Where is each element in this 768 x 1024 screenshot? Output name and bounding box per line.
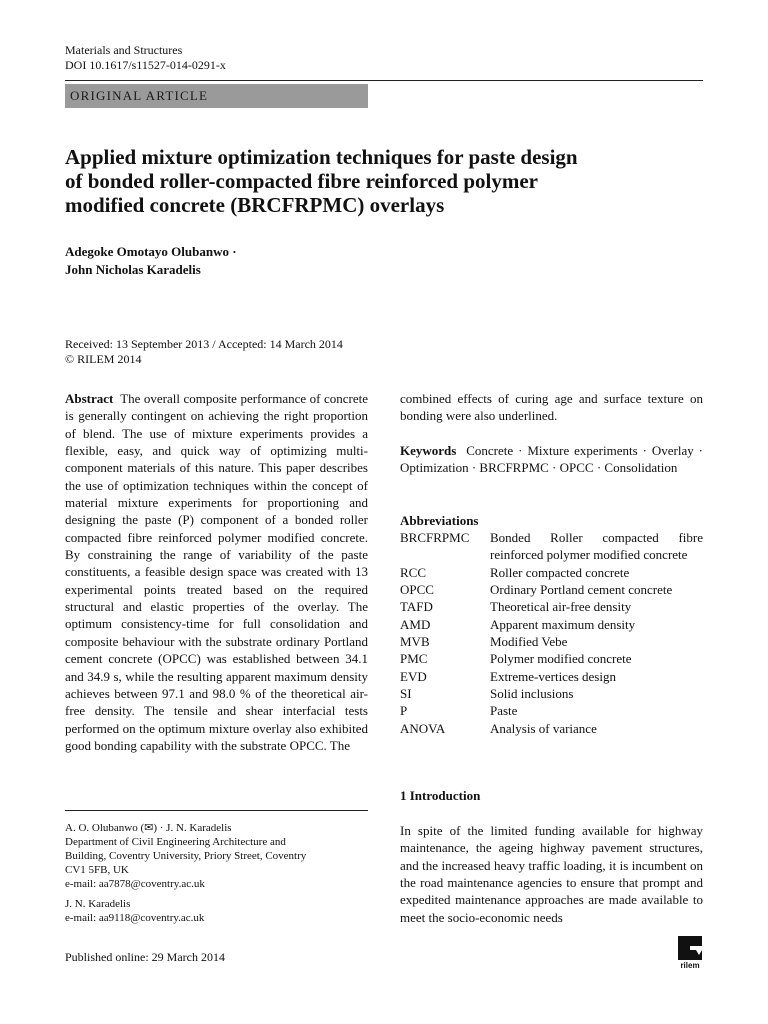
title-line: Applied mixture optimization techniques for paste design	[65, 145, 578, 169]
journal-header	[65, 43, 226, 73]
abbreviation-row	[400, 581, 703, 598]
abbreviation-row	[400, 668, 703, 685]
abbreviation-definition: Extreme-vertices design	[490, 668, 616, 684]
affiliation-name-2: J. N. Karadelis	[65, 898, 131, 910]
abbreviation-definition: Ordinary Portland cement concrete	[490, 582, 673, 598]
abbreviation-row	[400, 685, 703, 702]
abbreviation-term: MVB	[400, 634, 430, 650]
abbreviations-list	[400, 529, 703, 737]
abbreviation-definition: Roller compacted concrete	[490, 564, 630, 580]
received-accepted: Received: 13 September 2013 / Accepted: 14 March 2014	[65, 337, 343, 351]
abbreviation-definition: Analysis of variance	[490, 720, 597, 736]
abbreviation-term: RCC	[400, 564, 427, 580]
abbreviation-row	[400, 702, 703, 719]
abbreviation-row	[400, 633, 703, 650]
abstract-label: Abstract	[65, 391, 114, 406]
affiliation-address: Building, Coventry University, Priory Street, Coventry	[65, 850, 307, 862]
paper-title	[65, 145, 685, 217]
abstract-text: The overall composite performance of concrete is generally contingent on achieving the right proportion of blend. The use of mixture experiments provides a flexible, easy, and quick way of optimizing multi-component materials of this nature. This paper describes the use of optimization techniques within the concept of material mixture experiments for proportioning and designing the paste (P) component of a bonded roller compacted fibre reinforced polymer modified concrete. By constraining the range of variability of the paste constituents, a feasible design space was created with 13 experimental points treated based on the required structural and elastic properties of the overlay. The optimum consistency-time for full consolidation and composite behaviour with the substrate ordinary Portland cement concrete (OPCC) was established between 34.1 and 34.9 s, while the resulting apparent maximum density achieves between 97.1 and 98.0 % of the theoretical air-free density. The tensile and shear interfacial tests performed on the optimum mixture overlay also exhibited good bonding capability with the substrate OPCC. The	[65, 391, 368, 753]
abbreviation-row	[400, 564, 703, 581]
abbreviation-term: SI	[400, 686, 412, 702]
abbreviation-definition: Apparent maximum density	[490, 616, 636, 632]
abbreviation-definition: Polymer modified concrete	[490, 651, 632, 667]
doi: DOI 10.1617/s11527-014-0291-x	[65, 58, 226, 72]
rilem-logo	[676, 936, 704, 970]
affiliation-department: Department of Civil Engineering Architecture and	[65, 836, 286, 848]
abbreviations-heading: Abbreviations	[400, 513, 479, 528]
affiliation-postcode: CV1 5FB, UK	[65, 864, 129, 876]
abstract-continuation: combined effects of curing age and surface texture on bonding were also underlined.	[400, 391, 703, 424]
abbreviation-definition: Modified Vebe	[490, 634, 568, 650]
affiliation-authors: A. O. Olubanwo (✉) · J. N. Karadelis	[65, 822, 232, 834]
abbreviation-row	[400, 650, 703, 667]
title-line: of bonded roller-compacted fibre reinforced polymer	[65, 169, 539, 193]
abbreviation-term: BRCFRPMC	[400, 530, 470, 545]
abbreviation-definition: Solid inclusions	[490, 686, 574, 702]
authors	[65, 243, 237, 279]
affiliation-email-2[interactable]: e-mail: aa9118@coventry.ac.uk	[65, 912, 205, 924]
abbreviation-term: TAFD	[400, 599, 433, 615]
abbreviation-term: OPCC	[400, 582, 434, 598]
header-rule	[65, 80, 703, 81]
keywords-label: Keywords	[400, 443, 457, 458]
abbreviation-definition: Theoretical air-free density	[490, 599, 632, 615]
copyright: © RILEM 2014	[65, 352, 142, 366]
abbreviation-term: ANOVA	[400, 720, 446, 736]
abstract	[65, 390, 368, 754]
abbreviation-row	[400, 529, 703, 564]
abbreviation-term: EVD	[400, 668, 427, 684]
abbreviation-term: AMD	[400, 616, 431, 632]
article-type-banner: ORIGINAL ARTICLE	[65, 84, 368, 108]
abbreviation-row	[400, 616, 703, 633]
abbreviation-term: PMC	[400, 651, 428, 667]
published-online: Published online: 29 March 2014	[65, 950, 225, 964]
introduction-text: In spite of the limited funding available for highway maintenance, the ageing highway pavement structures, and the increased heavy traffic loading, it is incumbent on the road maintenance agencies to ensure that prompt and expedited maintenance approaches are made available to meet the socio-economic needs	[400, 823, 703, 925]
author-2: John Nicholas Karadelis	[65, 262, 201, 277]
journal-name: Materials and Structures	[65, 43, 183, 57]
keywords	[400, 442, 703, 477]
abbreviation-definition: Bonded Roller compacted fibre reinforced polymer modified concrete	[490, 530, 703, 563]
abbreviations	[400, 512, 703, 737]
introduction-heading: 1 Introduction	[400, 788, 481, 803]
affiliation-email-1[interactable]: e-mail: aa7878@coventry.ac.uk	[65, 878, 205, 890]
abbreviation-definition: Paste	[490, 703, 518, 719]
abbreviation-term: P	[400, 703, 408, 719]
dates	[65, 337, 343, 367]
footnote-rule	[65, 810, 368, 811]
title-line: modified concrete (BRCFRPMC) overlays	[65, 193, 445, 217]
author-1: Adegoke Omotayo Olubanwo ·	[65, 244, 237, 259]
abbreviation-row	[400, 598, 703, 615]
logo-text: rilem	[680, 961, 700, 970]
affiliations	[65, 821, 368, 925]
keywords-text: Concrete · Mixture experiments · Overlay · Optimization · BRCFRPMC · OPCC · Consolidation	[400, 443, 704, 476]
abbreviation-row	[400, 720, 703, 737]
